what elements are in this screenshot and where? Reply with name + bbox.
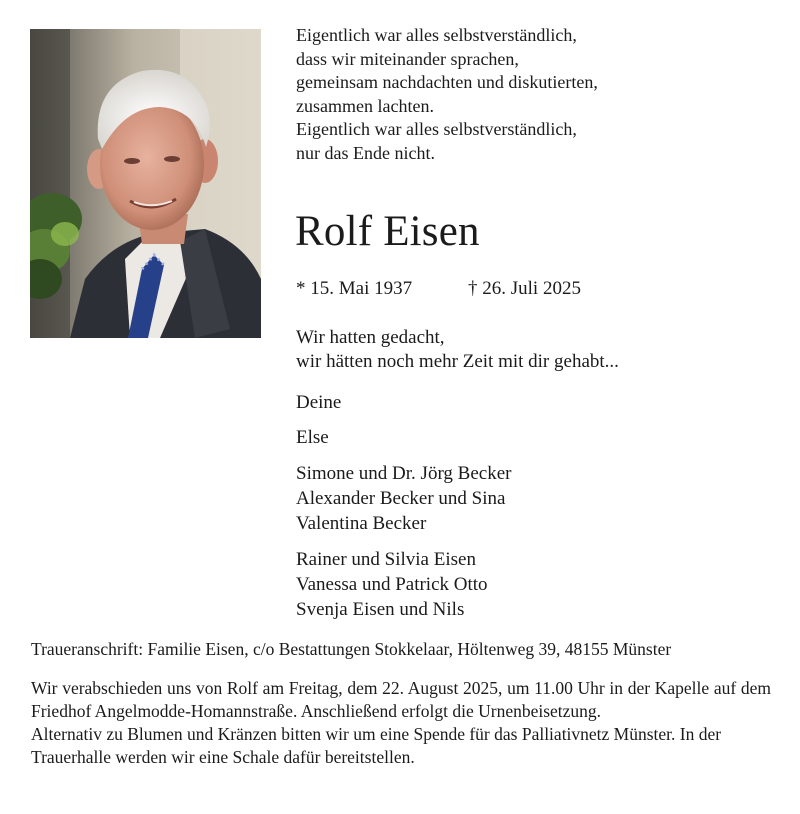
mourner-name: Simone und Dr. Jörg Becker	[296, 463, 512, 484]
signature-intro: Deine	[296, 392, 342, 413]
quote-line: wir hätten noch mehr Zeit mit dir gehabt...	[296, 351, 619, 372]
quote-line: Wir hatten gedacht,	[296, 327, 445, 348]
signature-family-group-2	[296, 547, 488, 622]
poem	[296, 24, 756, 165]
memorial-quote	[296, 326, 619, 374]
death-date: † 26. Juli 2025	[468, 278, 581, 299]
deceased-name: Rolf Eisen	[295, 208, 480, 255]
poem-line: nur das Ende nicht.	[296, 142, 435, 163]
mourner-name: Alexander Becker und Sina	[296, 488, 506, 509]
mourner-name: Valentina Becker	[296, 513, 427, 534]
mourner-name: Svenja Eisen und Nils	[296, 599, 465, 620]
mourning-address: Traueranschrift: Familie Eisen, c/o Bestattungen Stokkelaar, Höltenweg 39, 48155 Münster	[31, 639, 672, 659]
poem-line: zusammen lachten.	[296, 95, 434, 116]
signature-deine	[296, 390, 341, 415]
mourner-name: Vanessa und Patrick Otto	[296, 574, 488, 595]
signature-spouse	[296, 425, 329, 450]
poem-line: Eigentlich war alles selbstverständlich,	[296, 119, 577, 139]
birth-date: * 15. Mai 1937	[296, 278, 413, 299]
spouse-name: Else	[296, 427, 329, 448]
mourner-name: Rainer und Silvia Eisen	[296, 549, 476, 570]
portrait-photo	[30, 29, 261, 338]
poem-line: Eigentlich war alles selbstverständlich,	[296, 25, 577, 45]
funeral-details: Wir verabschieden uns von Rolf am Freitag, dem 22. August 2025, um 11.00 Uhr in der Kapelle auf dem Friedhof Angelmodde-Homannstraße. Anschließend erfolgt die Urnenbeisetzung.	[31, 678, 771, 721]
poem-line: dass wir miteinander sprachen,	[296, 48, 519, 69]
poem-line: gemeinsam nachdachten und diskutierten,	[296, 72, 598, 92]
donation-note: Alternativ zu Blumen und Kränzen bitten wir um eine Spende für das Palliativnetz Münster. In der Trauerhalle werden wir eine Schale dafür bereitstellen.	[31, 724, 722, 767]
funeral-info	[31, 677, 771, 769]
signature-family-group-1	[296, 461, 512, 536]
